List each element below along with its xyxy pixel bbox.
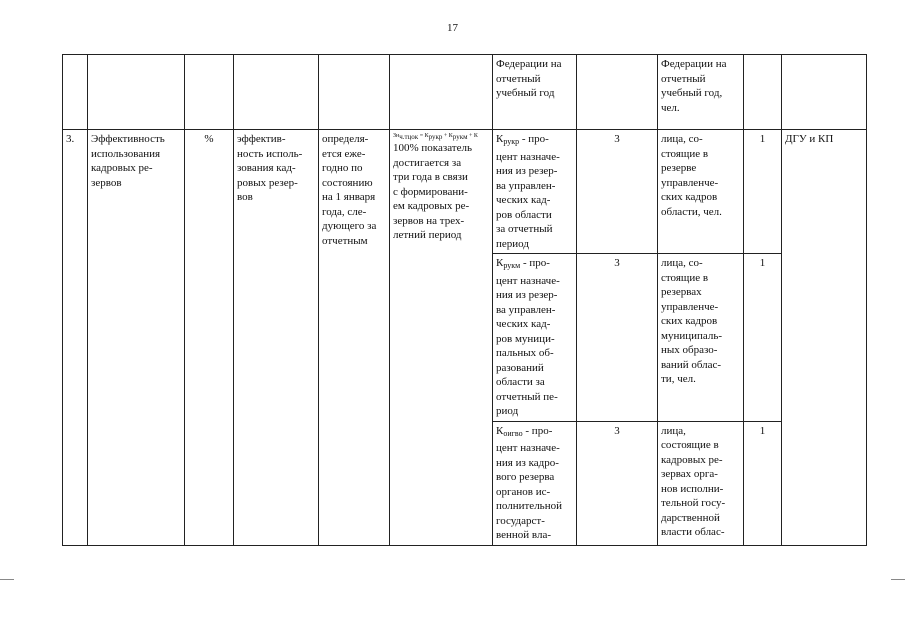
component-k-letter: К	[496, 133, 504, 145]
header-cell-1	[63, 55, 88, 130]
header-cell-2	[88, 55, 185, 130]
component-k-subscript: рукр	[503, 137, 520, 146]
header-cell-5	[319, 55, 390, 130]
page-number: 17	[447, 22, 458, 34]
indicator-number: 3.	[63, 130, 88, 546]
component-k-text: - про- цент назначе- ния из кадро- вого резерва органов ис- полнительной государст- венной вла-	[496, 424, 562, 541]
component-k-text: - про- цент назначе- ния из резер- ва управлен- ческих кад- ров муници- пальных об- разований области за отчетный пе- риод	[496, 257, 560, 417]
component-base: лица, состоящие в кадровых ре- зервах орга- нов исполни- тельной госу- дарственной власти облас-	[658, 421, 744, 545]
component-weight: 3	[577, 130, 658, 254]
indicator-periodicity: определя- ется еже- годно по состоянию на 1 января года, сле- дующего за отчетным	[319, 130, 390, 546]
formula-label: Зн	[393, 133, 400, 139]
page-edge-mark-left	[0, 579, 14, 580]
indicator-formula-cell	[390, 130, 493, 546]
header-cell-8	[577, 55, 658, 130]
formula-k1-subscript: рукр	[428, 133, 443, 141]
component-k-letter: К	[496, 424, 504, 437]
formula-plus-k-1: + К	[442, 133, 453, 139]
component-description	[493, 254, 577, 422]
indicator-responsible: ДГУ и КП	[782, 130, 867, 546]
component-k-text: - про- цент назначе- ния из резер- ва управлен- ческих кад- ров области за отчетный период	[496, 133, 560, 250]
table-header-continuation-row	[63, 55, 867, 130]
indicators-table	[62, 54, 867, 546]
component-k-subscript: оигво	[503, 428, 523, 438]
indicator-definition: эффектив- ность исполь- зования кад- ровых резер- вов	[234, 130, 319, 546]
component-description	[493, 421, 577, 545]
header-cell-9: Федерации на отчетный учебный год, чел.	[658, 55, 744, 130]
formula-k2-subscript: рукм	[452, 133, 468, 141]
component-weight: 3	[577, 254, 658, 422]
header-cell-11	[782, 55, 867, 130]
page-edge-mark-right	[891, 579, 905, 580]
component-base: лица, со- стоящие в резерве управленче- ских кадров области, чел.	[658, 130, 744, 254]
component-k-subscript: рукм	[503, 261, 521, 270]
component-description	[493, 130, 577, 254]
header-cell-7: Федерации на отчетный учебный год	[493, 55, 577, 130]
indicator-name: Эффективность использования кадровых ре- зервов	[88, 130, 185, 546]
formula-subscript: ч.тцок	[399, 133, 419, 141]
indicator-unit: %	[185, 130, 234, 546]
formula-explanation: 100% показатель достигается за три года в связи с формировани- ем кадровых ре- зервов на трех- летний период	[393, 142, 472, 241]
formula-plus-k-2: + К	[467, 133, 478, 139]
component-value: 1	[744, 130, 782, 254]
header-cell-10	[744, 55, 782, 130]
indicator-formula	[393, 132, 489, 141]
header-cell-4	[234, 55, 319, 130]
formula-equals-k: = К	[418, 133, 429, 139]
component-k-letter: К	[496, 257, 504, 269]
component-base: лица, со- стоящие в резервах управленче- ских кадров муниципаль- ных образо- ваний облас- ти, чел.	[658, 254, 744, 422]
table-row	[63, 130, 867, 254]
component-value: 1	[744, 254, 782, 422]
header-cell-6	[390, 55, 493, 130]
header-cell-3	[185, 55, 234, 130]
component-value: 1	[744, 421, 782, 545]
component-weight: 3	[577, 421, 658, 545]
